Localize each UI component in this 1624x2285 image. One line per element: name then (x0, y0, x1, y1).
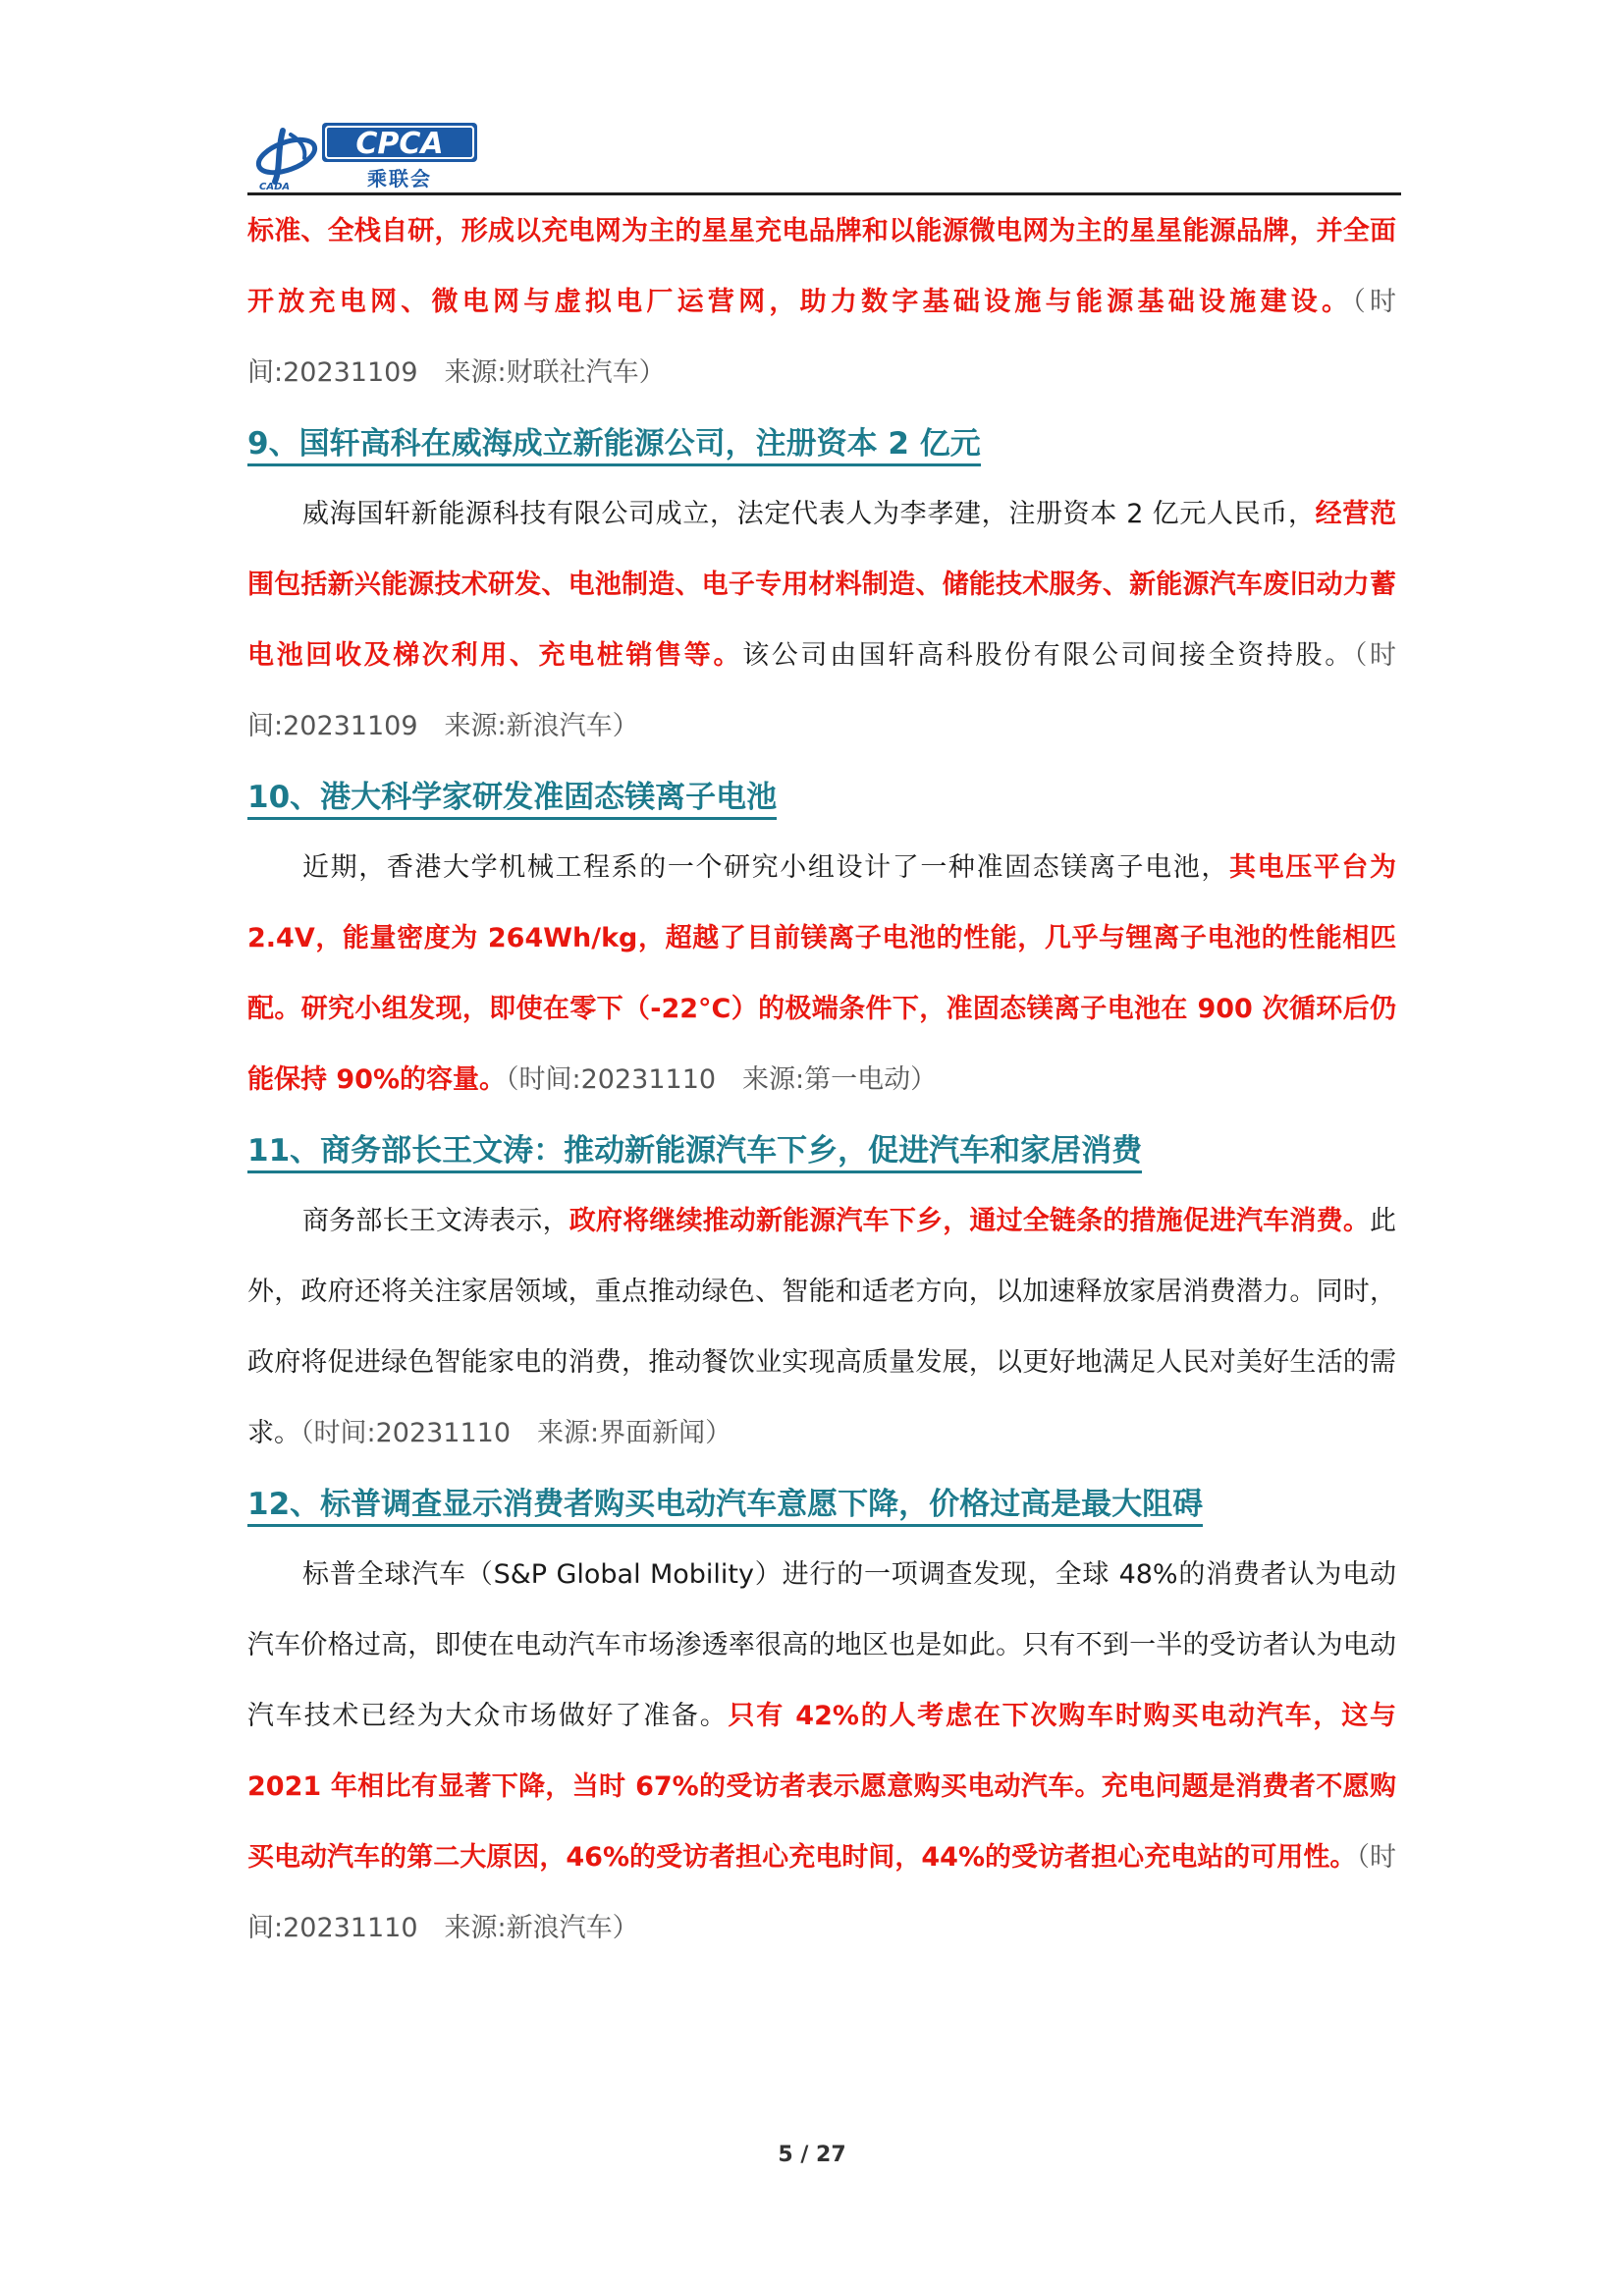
section-12-paragraph (247, 1540, 1396, 1964)
body-text: 此外，政府还将关注家居领域，重点推动绿色、智能和适老方向，以加速释放家居消费潜力。同时，政府将促进绿色智能家电的消费，推动餐饮业实现高质量发展，以更好地满足人民对美好生活的需求。 (247, 1206, 1396, 1448)
body-text: 标普全球汽车（S&P Global Mobility）进行的一项调查发现，全球 48%的消费者认为电动汽车价格过高，即使在电动汽车市场渗透率很高的地区也是如此。只有不到一半的受访者认为电动汽车技术已经为大众市场做好了准备。 (247, 1559, 1396, 1731)
highlight-text: 标准、全栈自研，形成以充电网为主的星星充电品牌和以能源微电网为主的星星能源品牌，并全面开放充电网、微电网与虚拟电厂运营网，助力数字基础设施与能源基础设施建设。 (247, 216, 1396, 317)
section-heading-9: 9、国轩高科在威海成立新能源公司，注册资本 2 亿元 (247, 408, 1396, 479)
svg-text:乘联会: 乘联会 (367, 167, 432, 190)
section-8-continuation (247, 196, 1396, 408)
article-body (247, 196, 1396, 1964)
highlight-text: 政府将继续推动新能源汽车下乡，通过全链条的措施促进汽车消费。 (568, 1206, 1370, 1236)
svg-text:CPCA: CPCA (355, 127, 444, 161)
page-header (247, 108, 1401, 196)
body-text: 该公司由国轩高科股份有限公司间接全资持股。 (742, 640, 1354, 671)
section-9-paragraph (247, 479, 1396, 762)
source-meta: （时间:20231110 来源:第一电动） (506, 1064, 938, 1095)
header-divider (247, 192, 1401, 195)
section-heading-11: 11、商务部长王文涛：推动新能源汽车下乡，促进汽车和家居消费 (247, 1115, 1396, 1186)
source-meta: （时间:20231110 来源:新浪汽车） (247, 1842, 1396, 1943)
section-heading-12: 12、标普调查显示消费者购买电动汽车意愿下降，价格过高是最大阻碍 (247, 1469, 1396, 1540)
body-text: 威海国轩新能源科技有限公司成立，法定代表人为李孝建，注册资本 2 亿元人民币， (302, 499, 1316, 529)
body-text: 商务部长王文涛表示， (302, 1206, 569, 1236)
source-meta: （时间:20231109 来源:财联社汽车） (247, 287, 1397, 388)
svg-text:CADA: CADA (259, 182, 291, 191)
highlight-text: 经营范围包括新兴能源技术研发、电池制造、电子专用材料制造、储能技术服务、新能源汽车废旧动力蓄电池回收及梯次利用、充电桩销售等。 (247, 499, 1397, 671)
section-10-paragraph (247, 833, 1396, 1115)
body-text: 近期，香港大学机械工程系的一个研究小组设计了一种准固态镁离子电池， (302, 852, 1229, 883)
highlight-text: 其电压平台为 2.4V，能量密度为 264Wh/kg，超越了目前镁离子电池的性能，几乎与锂离子电池的性能相匹配。研究小组发现，即使在零下（-22°C）的极端条件下，准固态镁离子电池在 900 次循环后仍能保持 90%的容量。 (247, 852, 1397, 1095)
cpca-logo (247, 113, 483, 191)
source-meta: （时间:20231109 来源:新浪汽车） (247, 640, 1397, 741)
page-number: 5 / 27 (778, 2143, 846, 2167)
source-meta: （时间:20231110 来源:界面新闻） (300, 1418, 732, 1448)
section-11-paragraph (247, 1186, 1396, 1469)
section-heading-10: 10、港大科学家研发准固态镁离子电池 (247, 762, 1396, 833)
highlight-text: 只有 42%的人考虑在下次购车时购买电动汽车，这与 2021 年相比有显著下降，当时 67%的受访者表示愿意购买电动汽车。充电问题是消费者不愿购买电动汽车的第二大原因，46%的受访者担心充电时间，44%的受访者担心充电站的可用性。 (247, 1701, 1396, 1873)
